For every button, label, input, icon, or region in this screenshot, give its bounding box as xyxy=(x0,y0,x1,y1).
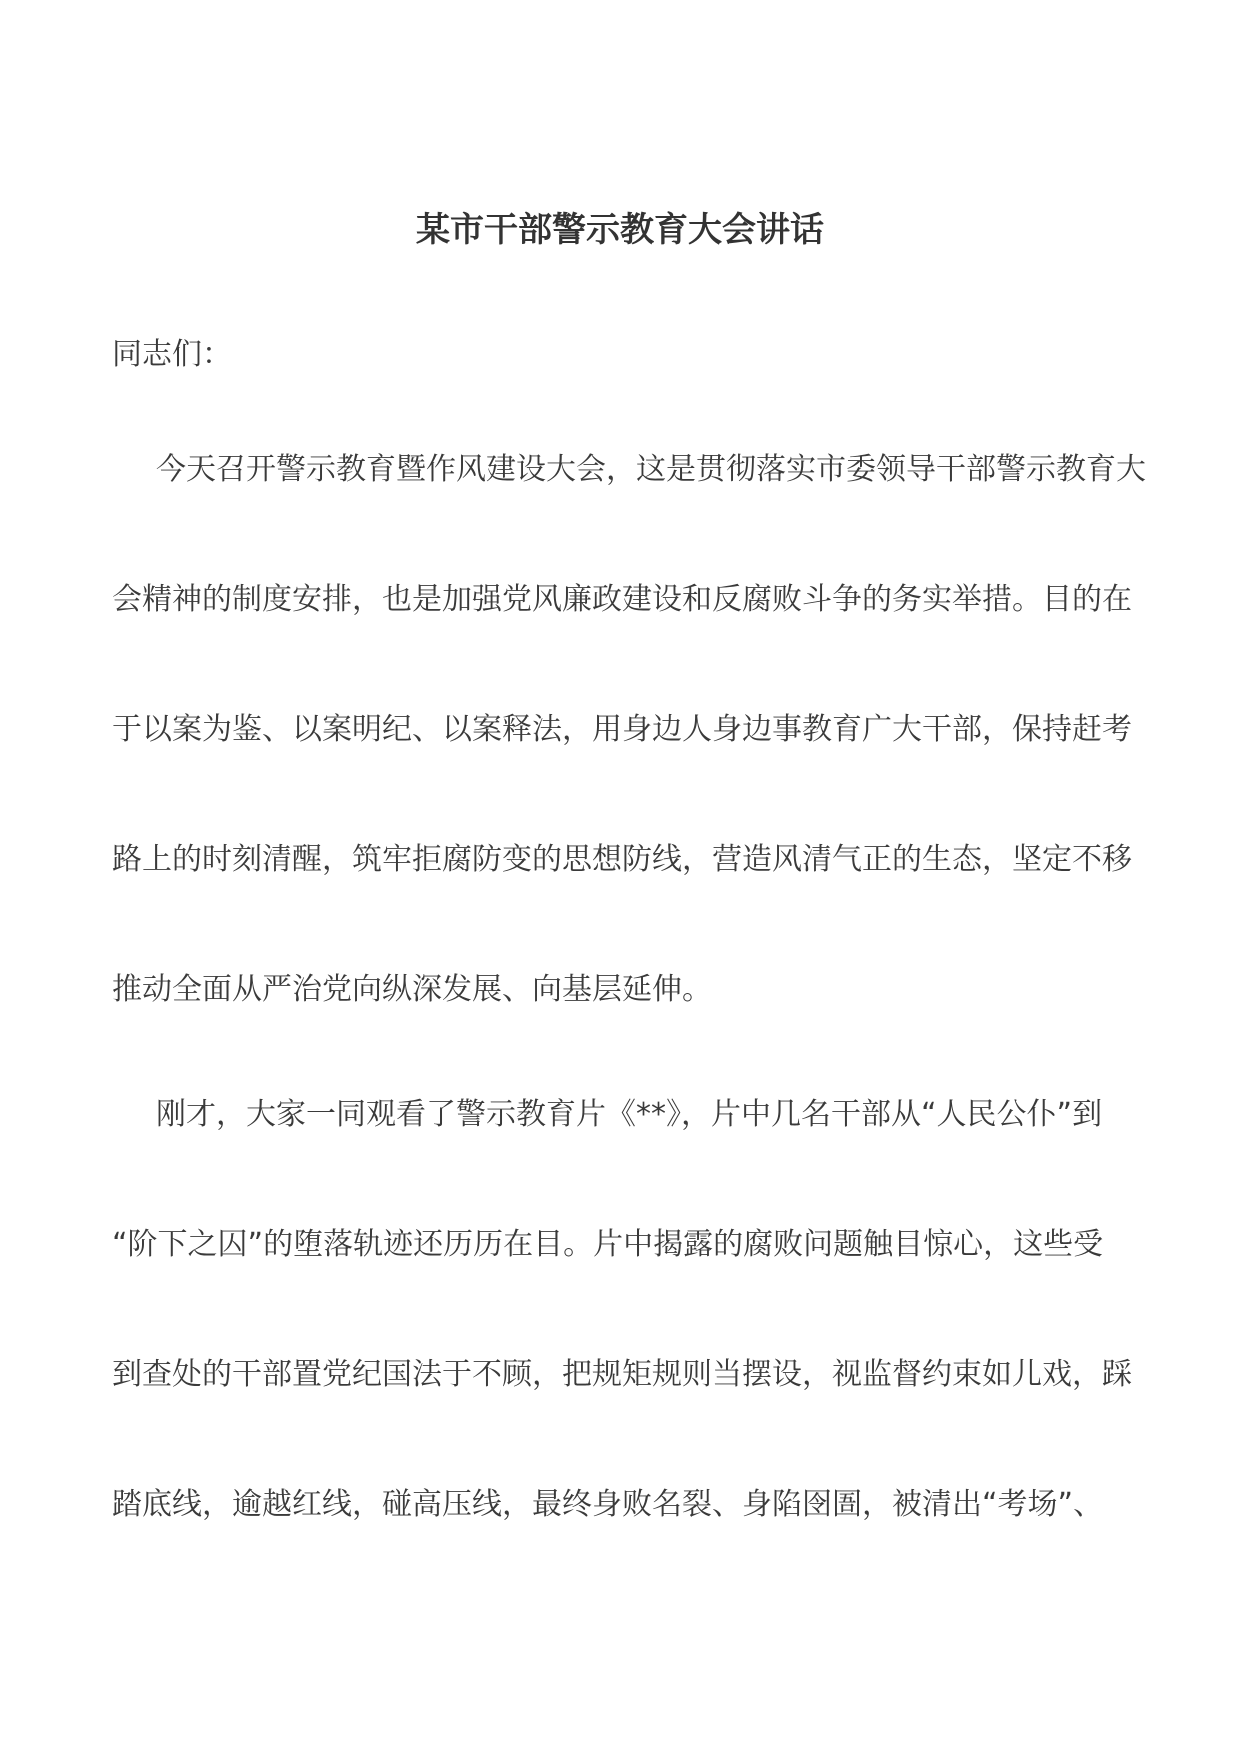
paragraph-line: “阶下之囚”的堕落轨迹还历历在目。片中揭露的腐败问题触目惊心，这些受 xyxy=(112,1227,1104,1262)
document-title: 某市干部警示教育大会讲话 xyxy=(416,210,824,250)
paragraph-line: 会精神的制度安排，也是加强党风廉政建设和反腐败斗争的务实举措。目的在 xyxy=(112,582,1132,617)
paragraph-line: 踏底线，逾越红线，碰高压线，最终身败名裂、身陷囹圄，被清出“考场”、 xyxy=(112,1487,1104,1522)
paragraph-line: 到查处的干部置党纪国法于不顾，把规矩规则当摆设，视监督约束如儿戏，踩 xyxy=(112,1357,1132,1392)
paragraph-line: 刚才，大家一同观看了警示教育片《**》，片中几名干部从“人民公仆”到 xyxy=(156,1097,1103,1132)
paragraph-line: 今天召开警示教育暨作风建设大会，这是贯彻落实市委领导干部警示教育大 xyxy=(156,452,1146,487)
salutation: 同志们： xyxy=(112,337,232,372)
paragraph-line: 推动全面从严治党向纵深发展、向基层延伸。 xyxy=(112,972,712,1007)
paragraph-line: 路上的时刻清醒，筑牢拒腐防变的思想防线，营造风清气正的生态，坚定不移 xyxy=(112,842,1132,877)
paragraph-line: 于以案为鉴、以案明纪、以案释法，用身边人身边事教育广大干部，保持赶考 xyxy=(112,712,1132,747)
